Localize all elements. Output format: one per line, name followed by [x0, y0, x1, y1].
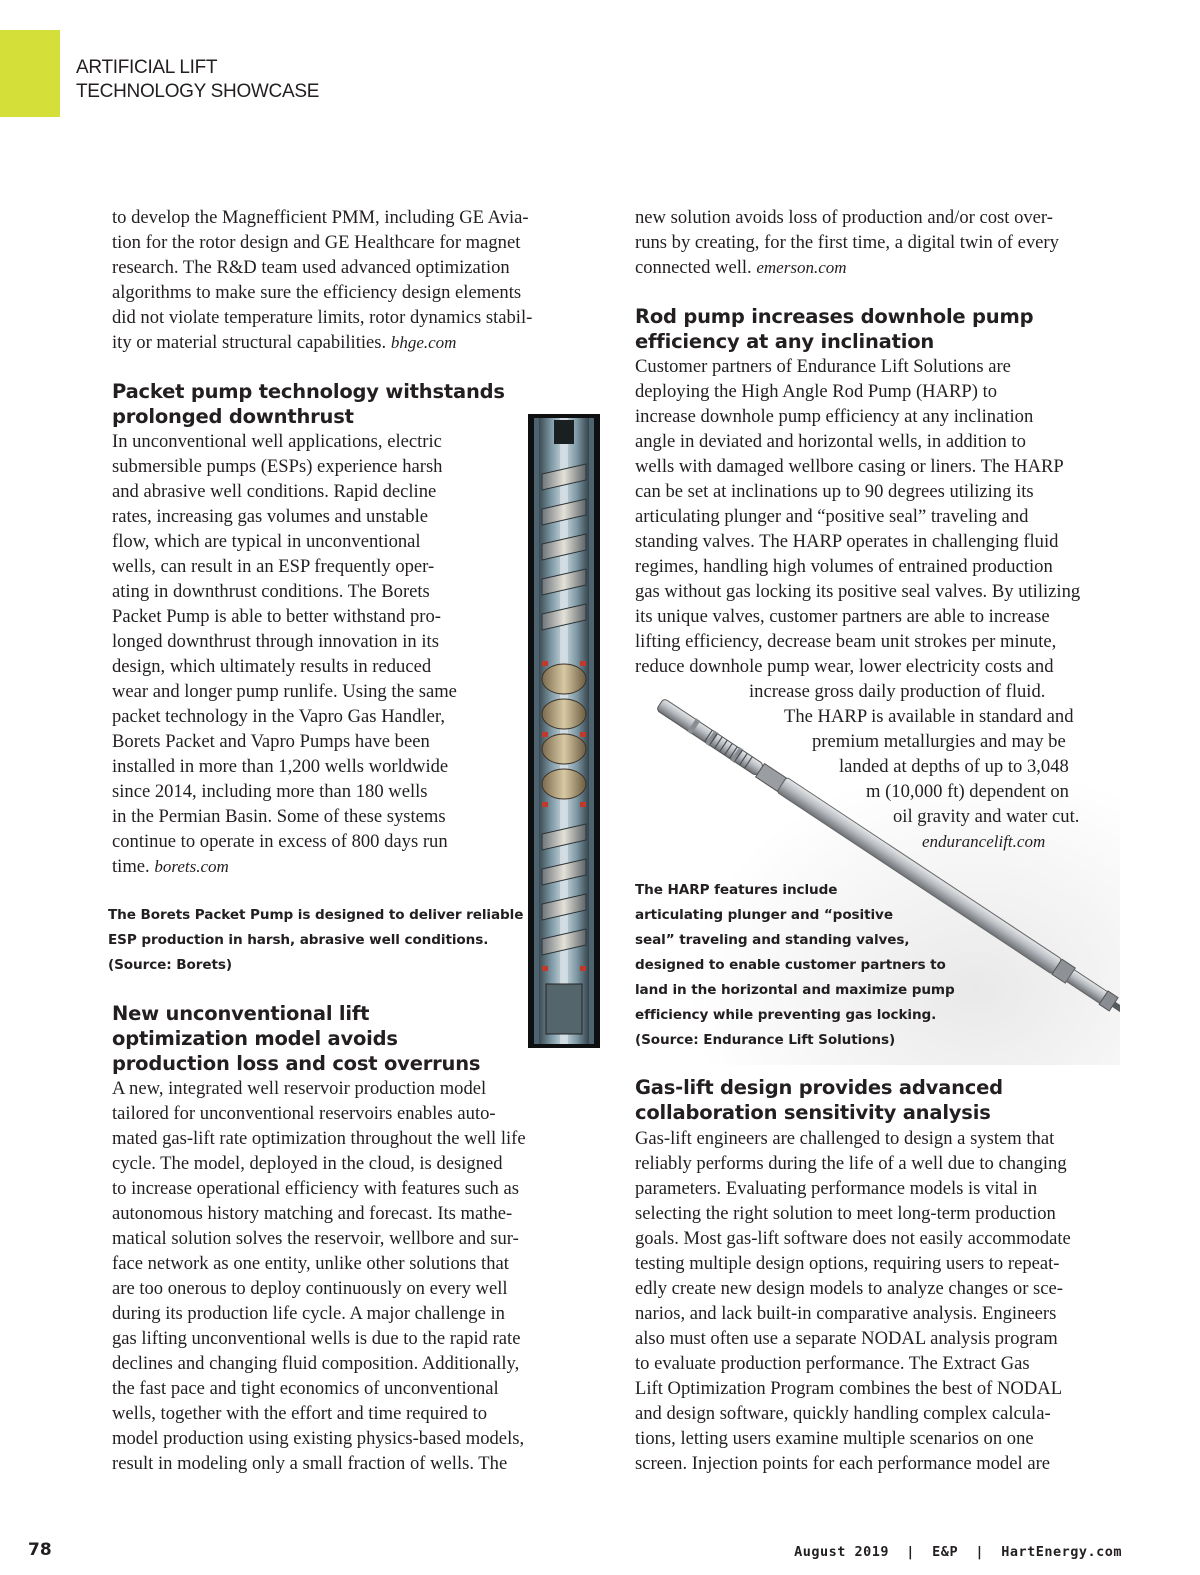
text-line: testing multiple design options, requiring users to repeat-	[635, 1253, 1060, 1274]
text-line: standing valves. The HARP operates in challenging fluid	[635, 531, 1059, 552]
packet-heading	[112, 379, 505, 429]
text-line: premium metallurgies and may be	[812, 731, 1066, 752]
text-line: rates, increasing gas volumes and unstable	[112, 506, 429, 527]
text-line: A new, integrated well reservoir production model	[112, 1078, 487, 1099]
caption-line: ESP production in harsh, abrasive well conditions.	[108, 932, 489, 948]
heading-line: prolonged downthrust	[112, 405, 354, 428]
text-line: articulating plunger and “positive seal” traveling and	[635, 506, 1029, 527]
text-line: deploying the High Angle Rod Pump (HARP) to	[635, 381, 998, 402]
text-line: gas lifting unconventional wells is due to the rapid rate	[112, 1328, 521, 1349]
unconv-heading	[112, 1001, 480, 1076]
text-line: declines and changing fluid composition. Additionally,	[112, 1353, 520, 1374]
text-line: runs by creating, for the first time, a digital twin of every	[635, 232, 1059, 253]
packet-paragraph	[112, 429, 457, 879]
text-line: tions, letting users examine multiple scenarios on one	[635, 1428, 1034, 1449]
section-label-line1: ARTIFICIAL LIFT	[76, 57, 218, 78]
text-line: Customer partners of Endurance Lift Solutions are	[635, 356, 1011, 377]
caption-line: efficiency while preventing gas locking.	[635, 1007, 937, 1023]
col1-intro-paragraph	[112, 205, 532, 355]
text-line	[635, 255, 1059, 280]
unconv-paragraph	[112, 1076, 526, 1476]
text-line: and design software, quickly handling complex calcula-	[635, 1403, 1051, 1424]
text-line: selecting the right solution to meet long-term production	[635, 1203, 1056, 1224]
borets-packet-pump-image	[528, 414, 600, 1048]
text-line: design, which ultimately results in reduced	[112, 656, 432, 677]
section-label-line2: TECHNOLOGY SHOWCASE	[76, 81, 320, 102]
section-label	[76, 56, 319, 104]
text-line: longed downthrust through innovation in its	[112, 631, 439, 652]
text-line: can be set at inclinations up to 90 degrees utilizing its	[635, 481, 1034, 502]
text-line: reliably performs during the life of a well due to changing	[635, 1153, 1067, 1174]
text-line: wells with damaged wellbore casing or liners. The HARP	[635, 456, 1064, 477]
heading-line: collaboration sensitivity analysis	[635, 1101, 991, 1124]
caption-line: seal” traveling and standing valves,	[635, 932, 910, 948]
text-line: parameters. Evaluating performance models is vital in	[635, 1178, 1038, 1199]
caption-line: The Borets Packet Pump is designed to deliver reliable	[108, 907, 524, 923]
text-line: tion for the rotor design and GE Healthcare for magnet	[112, 232, 521, 253]
text-line: cycle. The model, deployed in the cloud, is designed	[112, 1153, 503, 1174]
text-line: regimes, handling high volumes of entrained production	[635, 556, 1053, 577]
text-line: increase downhole pump efficiency at any inclination	[635, 406, 1034, 427]
caption-line: articulating plunger and “positive	[635, 907, 893, 923]
text-line: landed at depths of up to 3,048	[839, 756, 1069, 777]
text-line: to develop the Magnefficient PMM, including GE Avia-	[112, 207, 529, 228]
text-line: submersible pumps (ESPs) experience harsh	[112, 456, 443, 477]
caption-line: The HARP features include	[635, 882, 838, 898]
text-line: gas without gas locking its positive seal valves. By utilizing	[635, 581, 1081, 602]
caption-line: (Source: Endurance Lift Solutions)	[635, 1032, 896, 1048]
text-line: Borets Packet and Vapro Pumps have been	[112, 731, 430, 752]
heading-line: production loss and cost overruns	[112, 1052, 481, 1075]
heading-line: efficiency at any inclination	[635, 330, 935, 353]
text-line: since 2014, including more than 180 wells	[112, 781, 428, 802]
text-line: wells, together with the effort and time required to	[112, 1403, 488, 1424]
gaslift-heading	[635, 1075, 1003, 1125]
rod-paragraph	[635, 354, 1080, 679]
text-line	[112, 330, 532, 355]
source-link[interactable]: borets.com	[154, 857, 229, 876]
caption-line: designed to enable customer partners to	[635, 957, 946, 973]
text-line: research. The R&D team used advanced optimization	[112, 257, 510, 278]
text-line: during its production life cycle. A major challenge in	[112, 1303, 505, 1324]
gaslift-paragraph	[635, 1126, 1071, 1476]
text-line: continue to operate in excess of 800 days run	[112, 831, 448, 852]
text-line: screen. Injection points for each performance model are	[635, 1453, 1051, 1474]
text-line: reduce downhole pump wear, lower electricity costs and	[635, 656, 1054, 677]
text-line: packet technology in the Vapro Gas Handler,	[112, 706, 445, 727]
text-line: to increase operational efficiency with features such as	[112, 1178, 519, 1199]
text-line: its unique valves, customer partners are able to increase	[635, 606, 1050, 627]
text-fragment: time.	[112, 856, 150, 877]
text-line: installed in more than 1,200 wells worldwide	[112, 756, 449, 777]
text-line: model production using existing physics-based models,	[112, 1428, 525, 1449]
text-line: narios, and lack built-in comparative analysis. Engineers	[635, 1303, 1057, 1324]
heading-line: Rod pump increases downhole pump	[635, 305, 1034, 328]
text-line: face network as one entity, unlike other solutions that	[112, 1253, 509, 1274]
text-line: result in modeling only a small fraction of wells. The	[112, 1453, 508, 1474]
text-line: matical solution solves the reservoir, wellbore and sur-	[112, 1228, 519, 1249]
heading-line: New unconventional lift	[112, 1002, 370, 1025]
source-link[interactable]: bhge.com	[390, 333, 457, 352]
text-line: new solution avoids loss of production and/or cost over-	[635, 207, 1053, 228]
source-link[interactable]: emerson.com	[756, 258, 847, 277]
text-line: The HARP is available in standard and	[784, 706, 1074, 727]
text-line: algorithms to make sure the efficiency design elements	[112, 282, 522, 303]
text-line: m (10,000 ft) dependent on	[866, 781, 1069, 802]
text-line: Lift Optimization Program combines the best of NODAL	[635, 1378, 1063, 1399]
page-number: 78	[28, 1540, 52, 1560]
source-link[interactable]: endurancelift.com	[922, 832, 1046, 851]
text-line: the fast pace and tight economics of unconventional	[112, 1378, 499, 1399]
text-line: lifting efficiency, decrease beam unit strokes per minute,	[635, 631, 1057, 652]
text-line: are too onerous to deploy continuously on every well	[112, 1278, 508, 1299]
text-fragment: connected well.	[635, 257, 752, 278]
text-line: edly create new design models to analyze changes or sce-	[635, 1278, 1063, 1299]
text-line	[112, 854, 457, 879]
col2-intro-paragraph	[635, 205, 1059, 280]
text-line: wear and longer pump runlife. Using the same	[112, 681, 457, 702]
text-line: flow, which are typical in unconventional	[112, 531, 421, 552]
text-line: angle in deviated and horizontal wells, in addition to	[635, 431, 1026, 452]
heading-line: Gas-lift design provides advanced	[635, 1076, 1003, 1099]
text-line: increase gross daily production of fluid.	[749, 681, 1046, 702]
text-line: to evaluate production performance. The Extract Gas	[635, 1353, 1030, 1374]
text-line: oil gravity and water cut.	[893, 806, 1080, 827]
harp-caption	[635, 878, 955, 1053]
rod-heading	[635, 304, 1033, 354]
text-line: and abrasive well conditions. Rapid decline	[112, 481, 437, 502]
text-line: goals. Most gas-lift software does not easily accommodate	[635, 1228, 1071, 1249]
heading-line: Packet pump technology withstands	[112, 380, 505, 403]
text-line: did not violate temperature limits, rotor dynamics stabil-	[112, 307, 533, 328]
caption-line: (Source: Borets)	[108, 957, 232, 973]
text-fragment: ity or material structural capabilities.	[112, 332, 387, 353]
text-line: in the Permian Basin. Some of these systems	[112, 806, 446, 827]
text-line: wells, can result in an ESP frequently oper-	[112, 556, 435, 577]
issue-footer: August 2019 | E&P | HartEnergy.com	[794, 1544, 1122, 1560]
heading-line: optimization model avoids	[112, 1027, 398, 1050]
caption-line: land in the horizontal and maximize pump	[635, 982, 955, 998]
text-line: tailored for unconventional reservoirs enables auto-	[112, 1103, 496, 1124]
text-line: autonomous history matching and forecast. Its mathe-	[112, 1203, 513, 1224]
rod-wrap-paragraph	[635, 679, 1113, 854]
text-line: mated gas-lift rate optimization throughout the well life	[112, 1128, 526, 1149]
text-line: also must often use a separate NODAL analysis program	[635, 1328, 1058, 1349]
text-line: ating in downthrust conditions. The Borets	[112, 581, 430, 602]
text-line: Gas-lift engineers are challenged to design a system that	[635, 1128, 1055, 1149]
text-line: In unconventional well applications, electric	[112, 431, 442, 452]
text-line: Packet Pump is able to better withstand pro-	[112, 606, 441, 627]
section-color-tab	[0, 30, 60, 117]
packet-pump-caption	[108, 903, 523, 978]
